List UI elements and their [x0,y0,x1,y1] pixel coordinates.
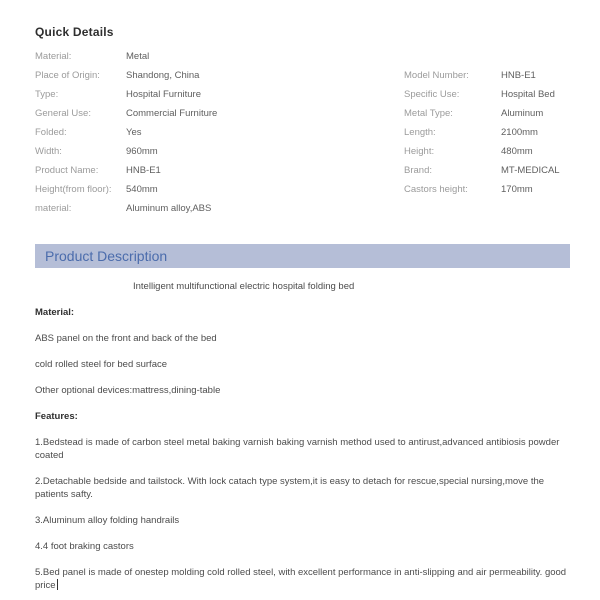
spec-row-place-of-origin [35,66,404,85]
spec-row-length [404,123,570,142]
spec-row-brand [404,161,570,180]
spec-value: 2100mm [501,127,538,138]
spec-row-height-from-floor [35,180,404,199]
product-description-header-bar[interactable] [35,244,570,268]
spec-value: 540mm [126,184,158,195]
feature-item: 2.Detachable bedside and tailstock. With lock catach type system,it is easy to detach for rescue,special nursing,move the patients safty. [35,476,545,500]
spec-label: Material: [35,51,72,62]
description-editor[interactable] [35,280,570,592]
material-item: ABS panel on the front and back of the bed [35,333,217,344]
spec-value: Metal [126,51,150,62]
spec-row-castors-height [404,180,570,199]
description-intro: Intelligent multifunctional electric hospital folding bed [133,281,355,292]
spec-value: Commercial Furniture [126,108,218,119]
spec-value: Aluminum alloy,ABS [126,203,212,214]
text-cursor [57,579,58,590]
spec-value: MT-MEDICAL [501,165,560,176]
spec-label: Width: [35,146,62,157]
material-item: Other optional devices:mattress,dining-table [35,385,221,396]
feature-item: 4.4 foot braking castors [35,541,134,552]
spec-label: Height(from floor): [35,184,112,195]
spec-label: Folded: [35,127,67,138]
spec-row-metal-type [404,104,570,123]
spec-row-height [404,142,570,161]
spec-value: Yes [126,127,142,138]
spec-label: Product Name: [35,165,99,176]
quick-details-section [35,25,570,218]
spec-value: 480mm [501,146,533,157]
spec-row-model-number [404,66,570,85]
spec-label: General Use: [35,108,91,119]
spec-label: Length: [404,127,436,138]
feature-item: 1.Bedstead is made of carbon steel metal baking varnish baking varnish method used to antirust,advanced antibiosis powder coated [35,437,560,461]
feature-item: 3.Aluminum alloy folding handrails [35,515,180,526]
spec-value: 170mm [501,184,533,195]
features-heading: Features: [35,411,78,422]
spec-label: material: [35,203,72,214]
product-description-title: Product Description [45,248,168,264]
spec-value: 960mm [126,146,158,157]
quick-details-left-column [35,47,404,218]
spec-value: Hospital Bed [501,89,555,100]
spec-label: Height: [404,146,435,157]
spec-row-specific-use [404,85,570,104]
spec-row-folded [35,123,404,142]
spec-label: Specific Use: [404,89,460,100]
spec-label: Model Number: [404,70,469,81]
spec-label: Brand: [404,165,432,176]
spec-label: Metal Type: [404,108,453,119]
spec-label: Place of Origin: [35,70,100,81]
spec-row-material [35,47,404,66]
feature-item-text: 5.Bed panel is made of onestep molding cold rolled steel, with excellent performance in anti-slipping and air permeability. good price [35,567,567,591]
spec-label: Castors height: [404,184,468,195]
spec-label: Type: [35,89,59,100]
spec-value: Aluminum [501,108,544,119]
quick-details-title: Quick Details [35,25,114,39]
spec-value: Shandong, China [126,70,200,81]
feature-item-last [35,566,570,592]
spec-row-width [35,142,404,161]
spec-row-material-2 [35,199,404,218]
spec-row-type [35,85,404,104]
spec-value: Hospital Furniture [126,89,201,100]
quick-details-right-column [404,66,570,218]
spec-value: HNB-E1 [501,70,536,81]
spec-row-product-name [35,161,404,180]
material-heading: Material: [35,307,75,318]
quick-details-table [35,47,570,218]
spec-value: HNB-E1 [126,165,161,176]
spec-row-general-use [35,104,404,123]
material-item: cold rolled steel for bed surface [35,359,168,370]
